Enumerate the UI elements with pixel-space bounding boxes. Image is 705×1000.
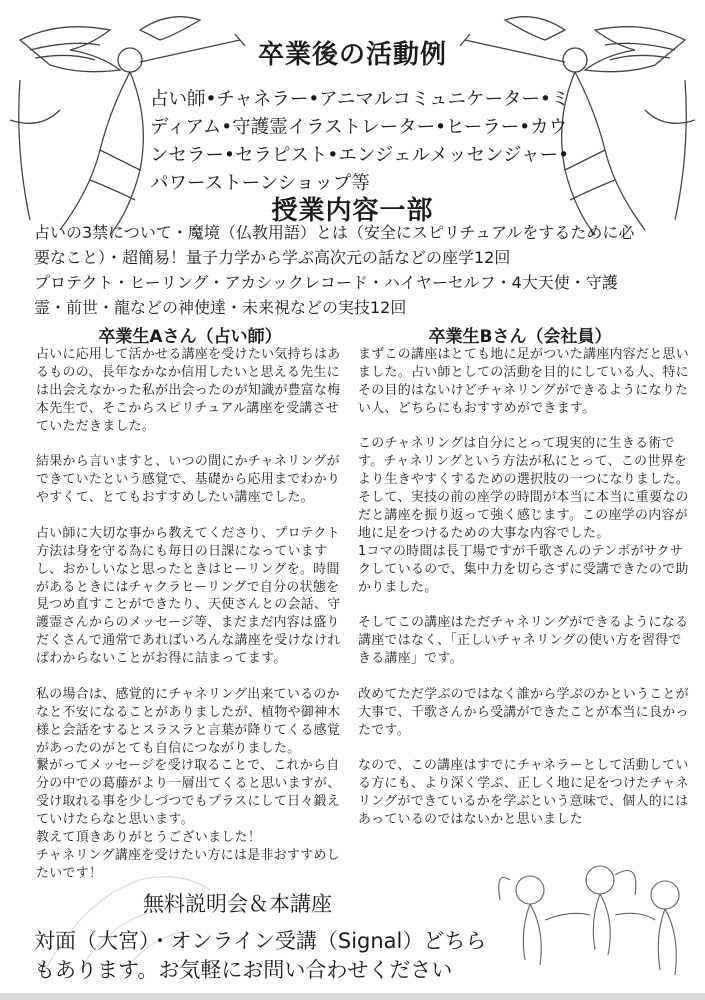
testimonial-line: かりました。: [358, 579, 438, 595]
course-content-title: 授業内容一部: [271, 196, 434, 226]
contact-info: [34, 927, 486, 985]
testimonial-a-body: [36, 346, 341, 883]
testimonial-line: い人、どちらにもおすすめができます。: [358, 400, 596, 416]
testimonial-line: 方法は身を守る為にも毎日の日課になっています: [36, 543, 328, 559]
testimonial-line: そしてこの講座はただチャネリングができるようになる: [358, 615, 689, 631]
testimonial-line: す。チャネリングという方法が私にとって、この世界を: [358, 454, 688, 470]
testimonial-line: があるときにはチャクラヒーリングで自分の状態を: [36, 579, 340, 595]
bottom-bar: [0, 993, 705, 1000]
testimonial-paragraph: [358, 614, 689, 668]
paragraph-gap: [36, 668, 341, 686]
testimonial-line: 分の中での葛藤がより一層出てくると思いますが、: [36, 776, 341, 792]
course-content-line: プロテクト・ヒーリング・アカシックレコード・ハイヤーセルフ・4大天使・守護: [34, 273, 618, 292]
testimonial-line: リングができているかを学ぶという意味で、個人的には: [358, 794, 689, 810]
testimonial-b-body: [358, 346, 689, 829]
testimonial-line: たいです！: [36, 865, 103, 881]
briefing-title: 無料説明会＆本講座: [143, 892, 332, 916]
paragraph-gap: [358, 668, 689, 686]
testimonial-line: し、おかしいなと思ったときはヒーリングを。時間: [36, 561, 340, 577]
testimonial-line: なと不安になることがありましたが、植物や御神木: [36, 704, 341, 720]
testimonial-paragraph: [358, 757, 689, 829]
testimonial-line: があったのがとても自信につながりました。: [36, 740, 301, 756]
testimonial-line: だと講座を振り返って強く感じます。この座学の内容が: [358, 508, 688, 524]
paragraph-gap: [358, 740, 689, 758]
testimonial-line: より生きやすくするための選択肢の一つになりました。: [358, 472, 690, 488]
career-list-line: 占い師•チャネラー•アニマルコミュニケーター•ミ: [150, 89, 570, 110]
testimonial-line: できていたという感覚で、基礎から応用までわかり: [36, 472, 341, 488]
testimonial-line: 教えて頂きありがとうございました！: [36, 830, 262, 846]
testimonial-line: 改めてただ学ぶのではなく誰から学ぶのかということが: [358, 686, 690, 702]
testimonial-line: 様と会話をするとスラスラと言葉が降りてくる感覚: [36, 722, 341, 738]
testimonial-line: なので、この講座はすでにチャネラーとして活動してい: [358, 758, 689, 774]
testimonial-line: きる講座」です。: [358, 651, 463, 667]
contact-info-line: もあります。お気軽にお問い合わせください: [34, 958, 453, 982]
testimonial-line: ばわからないことがお得に詰まってます。: [36, 651, 287, 667]
testimonial-line: 受け取れる事を少しづつでもプラスにして日々鍛え: [36, 794, 341, 810]
testimonial-b-title: 卒業生Bさん（会社員）: [428, 327, 612, 347]
testimonial-line: たです。: [358, 722, 410, 738]
contact-info-line: 対面（大宮）・オンライン受講（Signal）どちら: [34, 929, 487, 953]
testimonial-line: 護霊さんからのメッセージ等、まだまだ内容は盛り: [36, 615, 340, 631]
testimonial-line: は出会えなかった私が出会ったのが知識が豊富な梅: [36, 382, 341, 398]
testimonial-line: 見つめ直すことができたり、天使さんとの会話、守: [36, 597, 341, 613]
cherubs-illustration: [490, 850, 705, 990]
course-content: [34, 220, 634, 320]
testimonial-paragraph: [36, 453, 341, 507]
career-list-line: ディアム•守護霊イラストレーター•ヒーラー•カウ: [150, 117, 568, 138]
paragraph-gap: [36, 435, 341, 453]
testimonial-paragraph: [36, 686, 341, 883]
testimonial-line: チャネリング講座を受けたい方には是非おすすめし: [36, 847, 341, 863]
testimonial-line: クしているので、集中力を切らさずに受講できたので助: [358, 561, 689, 577]
paragraph-gap: [358, 596, 689, 614]
testimonial-line: ました。占い師としての活動を目的にしている人、特に: [358, 364, 690, 380]
activities-title: 卒業後の活動例: [257, 40, 447, 70]
testimonial-line: このチャネリングは自分にとって現実的に生きる術で: [358, 436, 675, 452]
testimonial-a-title: 卒業生Aさん（占い師）: [98, 327, 282, 347]
testimonial-line: ていけたらなと思います。: [36, 812, 194, 828]
testimonial-line: 1コマの時間は長丁場ですが千歌さんのテンポがサクサ: [358, 543, 684, 559]
testimonial-line: まずこの講座はとても地に足がついた講座内容だと思い: [358, 347, 690, 362]
course-content-line: 霊・前世・龍などの神使達・未来視などの実技12回: [34, 298, 407, 317]
testimonial-line: 占いに応用して活かせる講座を受けたい気持ちはあ: [36, 347, 341, 362]
testimonial-line: 占い師に大切な事から教えてくださり、プロテクト: [36, 525, 341, 541]
course-content-line: 要なこと）・超簡易！量子力学から学ぶ高次元の話などの座学12回: [34, 248, 511, 267]
testimonial-paragraph: [36, 525, 341, 668]
testimonial-line: 講座ではなく、「正しいチャネリングの使い方を習得で: [358, 633, 682, 649]
testimonial-line: 本先生で、そこからスピリチュアル講座を受講させ: [36, 400, 340, 416]
testimonial-paragraph: [36, 346, 341, 435]
testimonial-line: 大事で、千歌さんから受講ができたことが本当に良かっ: [358, 704, 689, 720]
course-content-line: 占いの3禁について・魔境（仏教用語）とは（安全にスピリチュアルをするために必: [34, 223, 635, 242]
testimonial-line: るものの、長年なかなか信用したいと思える先生に: [36, 364, 341, 380]
testimonial-line: ていただきました。: [36, 418, 156, 434]
career-list: [150, 86, 570, 198]
testimonial-paragraph: [358, 346, 689, 418]
testimonial-line: そして、実技の前の座学の時間が本当に本当に重要なの: [358, 490, 689, 506]
testimonial-line: 地に足をつけるための大事な内容でした。: [358, 525, 610, 541]
career-list-line: パワーストーンショップ等: [150, 173, 370, 194]
paragraph-gap: [36, 507, 341, 525]
testimonial-line: やすくて、とてもおすすめしたい講座でした。: [36, 490, 314, 506]
testimonial-line: 私の場合は、感覚的にチャネリング出来ているのか: [36, 686, 340, 702]
testimonial-paragraph: [358, 686, 689, 740]
testimonial-paragraph: [358, 435, 689, 596]
testimonial-line: 結果から言いますと、いつの間にかチャネリングが: [36, 454, 340, 470]
career-list-line: ンセラー•セラピスト•エンジェルメッセンジャー•: [150, 145, 570, 166]
testimonial-line: 繋がってメッセージを受け取ることで、これから自: [36, 758, 340, 774]
testimonial-line: だくさんで通常であればいろんな講座を受けなけれ: [36, 633, 341, 649]
testimonial-line: る方にも、より深く学ぶ、正しく地に足をつけたチャネ: [358, 776, 689, 792]
testimonial-line: その目的はないけどチャネリングができるようになりた: [358, 382, 689, 398]
testimonial-line: あっているのではないかと思いました: [358, 812, 583, 828]
paragraph-gap: [358, 418, 689, 436]
